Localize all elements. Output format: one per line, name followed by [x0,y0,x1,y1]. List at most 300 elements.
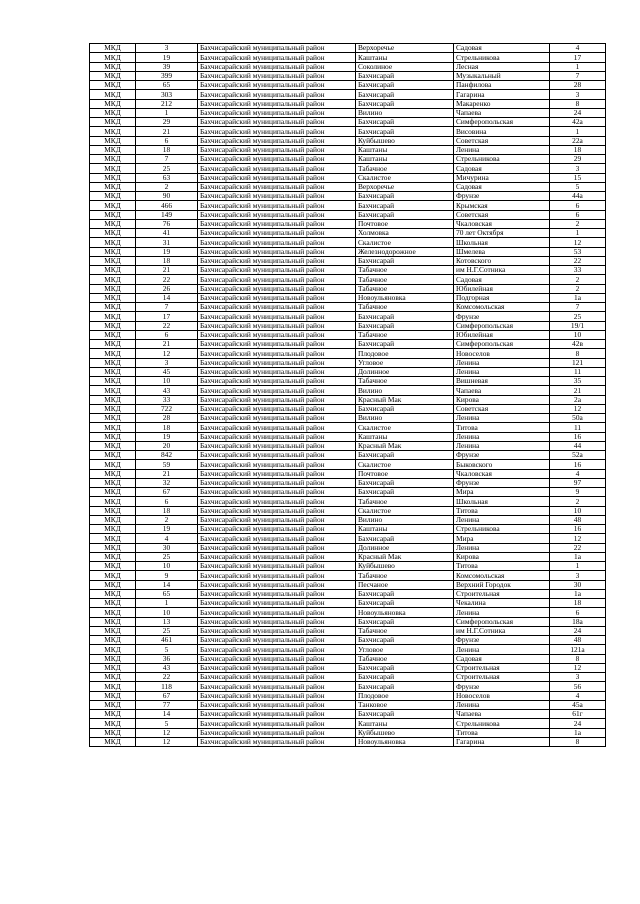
count-cell: 2 [136,182,198,191]
district-cell: Бахчисарайский муниципальный район [198,663,356,672]
district-cell: Бахчисарайский муниципальный район [198,682,356,691]
count-cell: 18 [136,256,198,265]
settlement-cell: Плодовое [356,691,454,700]
house-cell: 8 [550,349,606,358]
house-cell: 12 [550,238,606,247]
count-cell: 33 [136,395,198,404]
district-cell: Бахчисарайский муниципальный район [198,571,356,580]
house-cell: 6 [550,201,606,210]
house-cell: 56 [550,682,606,691]
type-cell: МКД [90,451,136,460]
table-row [90,377,606,386]
street-cell: Стрельникова [454,53,550,62]
table-row [90,728,606,737]
type-cell: МКД [90,534,136,543]
count-cell: 13 [136,617,198,626]
count-cell: 842 [136,451,198,460]
table-row [90,108,606,117]
count-cell: 22 [136,673,198,682]
table-row [90,266,606,275]
street-cell: Симферопольская [454,321,550,330]
district-cell: Бахчисарайский муниципальный район [198,737,356,746]
settlement-cell: Бахчисарай [356,451,454,460]
table-row [90,321,606,330]
type-cell: МКД [90,266,136,275]
type-cell: МКД [90,182,136,191]
district-cell: Бахчисарайский муниципальный район [198,321,356,330]
house-cell: 24 [550,719,606,728]
settlement-cell: Табачное [356,654,454,663]
street-cell: Гагарина [454,90,550,99]
count-cell: 65 [136,589,198,598]
street-cell: Шмелева [454,247,550,256]
count-cell: 29 [136,118,198,127]
count-cell: 12 [136,349,198,358]
count-cell: 25 [136,552,198,561]
settlement-cell: Соколиное [356,62,454,71]
district-cell: Бахчисарайский муниципальный район [198,201,356,210]
type-cell: МКД [90,682,136,691]
settlement-cell: Верхоречье [356,182,454,191]
table-row [90,673,606,682]
district-cell: Бахчисарайский муниципальный район [198,636,356,645]
settlement-cell: Каштаны [356,525,454,534]
settlement-cell: Бахчисарай [356,127,454,136]
type-cell: МКД [90,414,136,423]
house-cell: 22 [550,256,606,265]
table-row [90,404,606,413]
table-row [90,534,606,543]
count-cell: 21 [136,127,198,136]
type-cell: МКД [90,53,136,62]
house-cell: 3 [550,90,606,99]
count-cell: 118 [136,682,198,691]
street-cell: Садовая [454,182,550,191]
house-cell: 2 [550,284,606,293]
count-cell: 19 [136,53,198,62]
type-cell: МКД [90,192,136,201]
settlement-cell: Новоульяновка [356,293,454,302]
table-row [90,136,606,145]
district-cell: Бахчисарайский муниципальный район [198,349,356,358]
house-cell: 1 [550,229,606,238]
settlement-cell: Бахчисарай [356,710,454,719]
district-cell: Бахчисарайский муниципальный район [198,534,356,543]
street-cell: Стрельникова [454,719,550,728]
count-cell: 12 [136,728,198,737]
table-row [90,62,606,71]
table-row [90,395,606,404]
street-cell: Ленина [454,367,550,376]
settlement-cell: Долинное [356,543,454,552]
house-cell: 25 [550,312,606,321]
table-row [90,386,606,395]
count-cell: 10 [136,377,198,386]
count-cell: 9 [136,571,198,580]
street-cell: Школьная [454,497,550,506]
settlement-cell: Угловое [356,645,454,654]
house-cell: 5 [550,182,606,191]
settlement-cell: Бахчисарай [356,118,454,127]
house-cell: 97 [550,478,606,487]
street-cell: Ленина [454,645,550,654]
settlement-cell: Бахчисарай [356,201,454,210]
settlement-cell: Бахчисарай [356,210,454,219]
type-cell: МКД [90,173,136,182]
street-cell: Мира [454,488,550,497]
street-cell: Садовая [454,164,550,173]
house-cell: 1 [550,62,606,71]
house-cell: 6 [550,210,606,219]
street-cell: Фрунзе [454,312,550,321]
count-cell: 2 [136,515,198,524]
type-cell: МКД [90,284,136,293]
settlement-cell: Бахчисарай [356,340,454,349]
district-cell: Бахчисарайский муниципальный район [198,173,356,182]
count-cell: 6 [136,136,198,145]
house-cell: 17 [550,53,606,62]
district-cell: Бахчисарайский муниципальный район [198,414,356,423]
settlement-cell: Красный Мак [356,441,454,450]
type-cell: МКД [90,478,136,487]
house-cell: 18а [550,617,606,626]
table-row [90,506,606,515]
table-row [90,90,606,99]
house-cell: 4 [550,691,606,700]
count-cell: 4 [136,534,198,543]
house-cell: 53 [550,247,606,256]
street-cell: Садовая [454,654,550,663]
table-row [90,229,606,238]
table-row [90,432,606,441]
table-row [90,349,606,358]
street-cell: Комсомольская [454,571,550,580]
house-cell: 12 [550,663,606,672]
district-cell: Бахчисарайский муниципальный район [198,377,356,386]
district-cell: Бахчисарайский муниципальный район [198,478,356,487]
type-cell: МКД [90,62,136,71]
street-cell: Музыкальный [454,71,550,80]
district-cell: Бахчисарайский муниципальный район [198,654,356,663]
type-cell: МКД [90,275,136,284]
table-row [90,275,606,284]
type-cell: МКД [90,469,136,478]
settlement-cell: Бахчисарай [356,99,454,108]
house-cell: 4 [550,469,606,478]
count-cell: 63 [136,173,198,182]
district-cell: Бахчисарайский муниципальный район [198,266,356,275]
settlement-cell: Бахчисарай [356,682,454,691]
street-cell: Подгорная [454,293,550,302]
table-row [90,478,606,487]
street-cell: им Н.Г.Сотника [454,266,550,275]
street-cell: Котовского [454,256,550,265]
street-cell: Висовина [454,127,550,136]
street-cell: Ленина [454,700,550,709]
table-row [90,118,606,127]
house-cell: 1а [550,552,606,561]
table-row [90,636,606,645]
count-cell: 77 [136,700,198,709]
type-cell: МКД [90,108,136,117]
house-cell: 12 [550,534,606,543]
street-cell: им Н.Г.Сотника [454,626,550,635]
table-row [90,460,606,469]
count-cell: 31 [136,238,198,247]
settlement-cell: Каштаны [356,719,454,728]
district-cell: Бахчисарайский муниципальный район [198,404,356,413]
count-cell: 32 [136,478,198,487]
street-cell: Ленина [454,414,550,423]
house-cell: 22а [550,136,606,145]
street-cell: Ленина [454,543,550,552]
district-cell: Бахчисарайский муниципальный район [198,589,356,598]
settlement-cell: Бахчисарай [356,534,454,543]
settlement-cell: Табачное [356,626,454,635]
street-cell: Мира [454,534,550,543]
street-cell: Садовая [454,275,550,284]
table-row [90,330,606,339]
type-cell: МКД [90,700,136,709]
district-cell: Бахчисарайский муниципальный район [198,71,356,80]
house-cell: 7 [550,71,606,80]
table-row [90,608,606,617]
district-cell: Бахчисарайский муниципальный район [198,395,356,404]
settlement-cell: Угловое [356,358,454,367]
street-cell: Комсомольская [454,303,550,312]
district-cell: Бахчисарайский муниципальный район [198,81,356,90]
table-row [90,340,606,349]
house-cell: 19/1 [550,321,606,330]
type-cell: МКД [90,645,136,654]
type-cell: МКД [90,81,136,90]
district-cell: Бахчисарайский муниципальный район [198,53,356,62]
settlement-cell: Бахчисарай [356,673,454,682]
count-cell: 7 [136,155,198,164]
house-cell: 42а [550,118,606,127]
settlement-cell: Новоульяновка [356,737,454,746]
street-cell: Ленина [454,358,550,367]
house-cell: 8 [550,654,606,663]
district-cell: Бахчисарайский муниципальный район [198,358,356,367]
street-cell: Титова [454,423,550,432]
count-cell: 45 [136,367,198,376]
settlement-cell: Табачное [356,164,454,173]
count-cell: 36 [136,654,198,663]
settlement-cell: Бахчисарай [356,617,454,626]
count-cell: 3 [136,358,198,367]
count-cell: 18 [136,423,198,432]
type-cell: МКД [90,229,136,238]
street-cell: Советская [454,404,550,413]
district-cell: Бахчисарайский муниципальный район [198,543,356,552]
type-cell: МКД [90,247,136,256]
table-row [90,53,606,62]
type-cell: МКД [90,358,136,367]
type-cell: МКД [90,423,136,432]
house-cell: 42в [550,340,606,349]
settlement-cell: Почтовое [356,469,454,478]
type-cell: МКД [90,201,136,210]
table-row [90,682,606,691]
house-cell: 6 [550,608,606,617]
street-cell: Строительная [454,663,550,672]
type-cell: МКД [90,256,136,265]
street-cell: Лесная [454,62,550,71]
table-row [90,580,606,589]
count-cell: 399 [136,71,198,80]
table-row [90,691,606,700]
house-cell: 3 [550,164,606,173]
house-cell: 18 [550,145,606,154]
table-row [90,247,606,256]
count-cell: 28 [136,414,198,423]
street-cell: Чкаловская [454,469,550,478]
type-cell: МКД [90,728,136,737]
settlement-cell: Бахчисарай [356,192,454,201]
house-cell: 50а [550,414,606,423]
type-cell: МКД [90,136,136,145]
settlement-cell: Табачное [356,303,454,312]
street-cell: Титова [454,728,550,737]
district-cell: Бахчисарайский муниципальный район [198,617,356,626]
housing-register-table [89,43,606,747]
house-cell: 1а [550,589,606,598]
district-cell: Бахчисарайский муниципальный район [198,108,356,117]
house-cell: 8 [550,99,606,108]
house-cell: 9 [550,488,606,497]
count-cell: 20 [136,441,198,450]
count-cell: 19 [136,247,198,256]
house-cell: 28 [550,81,606,90]
district-cell: Бахчисарайский муниципальный район [198,728,356,737]
type-cell: МКД [90,580,136,589]
street-cell: Ленина [454,432,550,441]
street-cell: Фрунзе [454,192,550,201]
type-cell: МКД [90,118,136,127]
street-cell: Фрунзе [454,636,550,645]
house-cell: 1 [550,127,606,136]
settlement-cell: Бахчисарай [356,404,454,413]
table-row [90,182,606,191]
district-cell: Бахчисарайский муниципальный район [198,691,356,700]
settlement-cell: Бахчисарай [356,256,454,265]
settlement-cell: Куйбышево [356,136,454,145]
street-cell: Ленина [454,441,550,450]
settlement-cell: Скалистое [356,506,454,515]
district-cell: Бахчисарайский муниципальный район [198,182,356,191]
district-cell: Бахчисарайский муниципальный район [198,710,356,719]
count-cell: 19 [136,432,198,441]
table-row [90,358,606,367]
district-cell: Бахчисарайский муниципальный район [198,645,356,654]
type-cell: МКД [90,127,136,136]
settlement-cell: Песчаное [356,580,454,589]
street-cell: Юбилейная [454,284,550,293]
street-cell: Симферопольская [454,340,550,349]
house-cell: 33 [550,266,606,275]
street-cell: Симферопольская [454,118,550,127]
table-row [90,654,606,663]
house-cell: 16 [550,525,606,534]
type-cell: МКД [90,395,136,404]
type-cell: МКД [90,330,136,339]
settlement-cell: Красный Мак [356,395,454,404]
settlement-cell: Бахчисарай [356,478,454,487]
settlement-cell: Бахчисарай [356,589,454,598]
table-row [90,155,606,164]
district-cell: Бахчисарайский муниципальный район [198,626,356,635]
district-cell: Бахчисарайский муниципальный район [198,580,356,589]
table-row [90,367,606,376]
settlement-cell: Плодовое [356,349,454,358]
count-cell: 722 [136,404,198,413]
street-cell: Новоселов [454,691,550,700]
street-cell: Стрельникова [454,155,550,164]
count-cell: 17 [136,312,198,321]
settlement-cell: Бахчисарай [356,71,454,80]
house-cell: 16 [550,460,606,469]
count-cell: 461 [136,636,198,645]
street-cell: Кирова [454,552,550,561]
table-row [90,201,606,210]
district-cell: Бахчисарайский муниципальный район [198,525,356,534]
table-row [90,645,606,654]
house-cell: 61г [550,710,606,719]
settlement-cell: Скалистое [356,173,454,182]
table-row [90,284,606,293]
count-cell: 6 [136,497,198,506]
house-cell: 4 [550,44,606,53]
table-row [90,414,606,423]
count-cell: 466 [136,201,198,210]
district-cell: Бахчисарайский муниципальный район [198,145,356,154]
table-row [90,81,606,90]
house-cell: 3 [550,571,606,580]
house-cell: 52а [550,451,606,460]
type-cell: МКД [90,44,136,53]
settlement-cell: Куйбышево [356,728,454,737]
district-cell: Бахчисарайский муниципальный район [198,303,356,312]
street-cell: Советская [454,210,550,219]
table-row [90,488,606,497]
table-row [90,192,606,201]
street-cell: Садовая [454,44,550,53]
type-cell: МКД [90,552,136,561]
count-cell: 303 [136,90,198,99]
settlement-cell: Каштаны [356,53,454,62]
house-cell: 121 [550,358,606,367]
settlement-cell: Вилино [356,108,454,117]
street-cell: Мичурина [454,173,550,182]
district-cell: Бахчисарайский муниципальный район [198,210,356,219]
type-cell: МКД [90,460,136,469]
district-cell: Бахчисарайский муниципальный район [198,562,356,571]
settlement-cell: Холмовка [356,229,454,238]
settlement-cell: Долинное [356,367,454,376]
district-cell: Бахчисарайский муниципальный район [198,293,356,302]
table-row [90,552,606,561]
street-cell: Верхний Городок [454,580,550,589]
street-cell: Симферопольская [454,617,550,626]
house-cell: 44а [550,192,606,201]
count-cell: 18 [136,145,198,154]
street-cell: Школьная [454,238,550,247]
table-row [90,543,606,552]
table-row [90,663,606,672]
count-cell: 10 [136,562,198,571]
settlement-cell: Каштаны [356,432,454,441]
